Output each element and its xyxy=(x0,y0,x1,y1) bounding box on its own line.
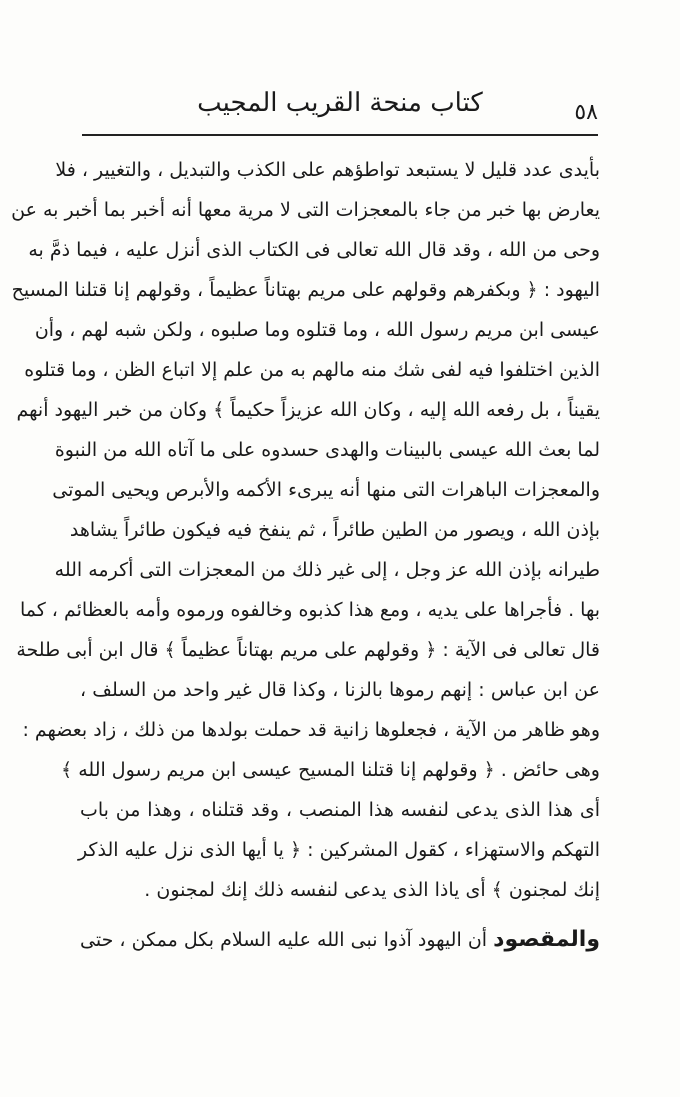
text-line: وحى من الله ، وقد قال الله تعالى فى الكتاب الذى أنزل عليه ، فيما ذمَّ به xyxy=(28,239,600,261)
text-line: يعارض بها خبر من جاء بالمعجزات التى لا مرية معها أنه أخبر بما أخبر به عن xyxy=(11,199,600,221)
text-line: قال تعالى فى الآية : ﴿ وقولهم على مريم بهتاناً عظيماً ﴾ قال ابن أبى طلحة xyxy=(16,639,600,661)
text-line: طيرانه بإذن الله عز وجل ، إلى غير ذلك من المعجزات التى أكرمه الله xyxy=(54,559,600,581)
running-title: كتاب منحة القريب المجيب xyxy=(197,88,483,118)
text-line: اليهود : ﴿ وبكفرهم وقولهم على مريم بهتاناً عظيماً ، وقولهم إنا قتلنا المسيح xyxy=(11,279,600,301)
text-line: عن ابن عباس : إنهم رموها بالزنا ، وكذا قال غير واحد من السلف ، xyxy=(80,679,600,701)
text-line: الذين اختلفوا فيه لفى شك منه مالهم به من علم إلا اتباع الظن ، وما قتلوه xyxy=(24,359,600,381)
text-line: بها . فأجراها على يديه ، ومع هذا كذبوه وخالفوه ورموه وأمه بالعظائم ، كما xyxy=(19,599,600,621)
text-line: والمعجزات الباهرات التى منها أنه يبرىء الأكمه والأبرص ويحيى الموتى xyxy=(52,479,600,501)
text-line: التهكم والاستهزاء ، كقول المشركين : ﴿ يا أيها الذى نزل عليه الذكر xyxy=(77,839,600,861)
header-rule xyxy=(82,134,598,136)
paragraph-lead-word: والمقصود xyxy=(493,927,600,952)
text-line: بأيدى عدد قليل لا يستبعد تواطؤهم على الكذب والتبديل ، والتغيير ، فلا xyxy=(55,159,600,181)
text-line: عيسى ابن مريم رسول الله ، وما قتلوه وما صلبوه ، ولكن شبه لهم ، وأن xyxy=(34,319,600,341)
text-line: وهى حائض . ﴿ وقولهم إنا قتلنا المسيح عيسى ابن مريم رسول الله ﴾ xyxy=(61,759,600,781)
text-line: وهو ظاهر من الآية ، فجعلوها زانية قد حملت بولدها من ذلك ، زاد بعضهم : xyxy=(22,719,600,741)
page-number: ٥٨ xyxy=(574,100,598,125)
paragraph-text: أن اليهود آذوا نبى الله عليه السلام بكل ممكن ، حتى xyxy=(80,929,494,951)
text-line: إنك لمجنون ﴾ أى ياذا الذى يدعى لنفسه ذلك إنك لمجنون . xyxy=(144,879,600,901)
text-line: أى هذا الذى يدعى لنفسه هذا المنصب ، وقد قتلناه ، وهذا من باب xyxy=(80,799,600,821)
text-line: لما بعث الله عيسى بالبينات والهدى حسدوه على ما آتاه الله من النبوة xyxy=(54,439,600,461)
text-line: بإذن الله ، ويصور من الطين طائراً ، ثم ينفخ فيه فيكون طائراً يشاهد xyxy=(69,519,600,541)
page-header xyxy=(82,78,598,136)
page-body xyxy=(11,150,600,960)
text-line: يقيناً ، بل رفعه الله إليه ، وكان الله عزيزاً حكيماً ﴾ وكان من خبر اليهود أنهم xyxy=(16,399,600,421)
paragraph-start-line xyxy=(80,920,600,960)
